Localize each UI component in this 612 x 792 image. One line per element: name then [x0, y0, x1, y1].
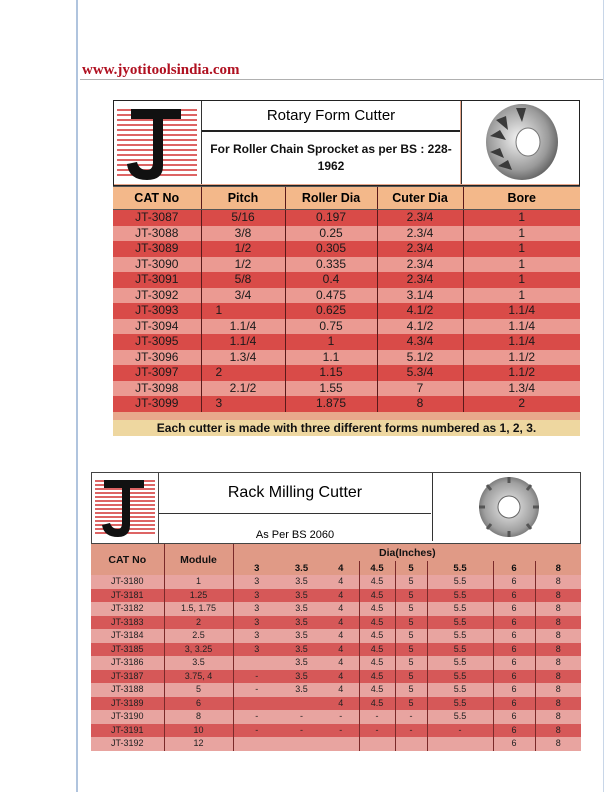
- rack-header-row: [91, 544, 581, 561]
- rotary-cell: 2.3/4: [377, 210, 463, 226]
- rotary-cell: JT-3096: [113, 350, 201, 366]
- rotary-cell: 1: [463, 241, 580, 257]
- rack-cell: 4: [323, 602, 359, 616]
- jt-logo-icon: [113, 100, 202, 184]
- dia-col: 5: [395, 561, 427, 575]
- rotary-cell: 0.335: [285, 257, 377, 273]
- rack-cell: 6: [493, 616, 535, 630]
- rack-cell: 4.5: [359, 616, 395, 630]
- rotary-cell: JT-3089: [113, 241, 201, 257]
- rack-cell: 4: [323, 589, 359, 603]
- rotary-cell: 1.1: [285, 350, 377, 366]
- rotary-cell: 3: [201, 396, 285, 412]
- rack-cell: 3, 3.25: [164, 643, 233, 657]
- rotary-cell: 2.1/2: [201, 381, 285, 397]
- rotary-note: Each cutter is made with three different forms numbered as 1, 2, 3.: [113, 420, 580, 436]
- rotary-cell: 1: [285, 334, 377, 350]
- rack-cell: [233, 697, 280, 711]
- rack-cell: 5.5: [427, 575, 493, 589]
- rack-cell: 5: [395, 616, 427, 630]
- rack-cell: 3.5: [280, 602, 323, 616]
- rack-cell: 4.5: [359, 589, 395, 603]
- rack-cell: JT-3183: [91, 616, 164, 630]
- rack-cell: -: [323, 710, 359, 724]
- rotary-cell: 4.1/2: [377, 303, 463, 319]
- rack-cell: 5: [395, 670, 427, 684]
- rack-row: [91, 670, 581, 684]
- col-roller-dia: Roller Dia: [285, 187, 377, 210]
- rack-cell: JT-3190: [91, 710, 164, 724]
- rotary-row: [113, 334, 580, 350]
- rack-cell: 5.5: [427, 697, 493, 711]
- rotary-cell: JT-3088: [113, 226, 201, 242]
- rotary-cell: 7: [377, 381, 463, 397]
- rack-cell: 5: [395, 575, 427, 589]
- rack-cell: 8: [535, 616, 581, 630]
- rack-cell: 4.5: [359, 629, 395, 643]
- rack-row: [91, 575, 581, 589]
- rack-cell: 6: [493, 602, 535, 616]
- page-left-rule: [76, 0, 78, 792]
- rack-cell: JT-3187: [91, 670, 164, 684]
- rack-cell: 6: [493, 737, 535, 751]
- rack-cell: 6: [493, 697, 535, 711]
- rack-cell: 5: [395, 697, 427, 711]
- rotary-header-row: [113, 187, 580, 210]
- rotary-row: [113, 396, 580, 412]
- rotary-row: [113, 365, 580, 381]
- rotary-cell: 3.1/4: [377, 288, 463, 304]
- rack-cell: -: [233, 670, 280, 684]
- rack-cell: 3.5: [280, 643, 323, 657]
- rack-row: [91, 656, 581, 670]
- rack-cell: 5: [395, 629, 427, 643]
- rack-cell: JT-3180: [91, 575, 164, 589]
- rack-row: [91, 643, 581, 657]
- rack-table: [91, 544, 581, 751]
- rack-cell: -: [359, 710, 395, 724]
- rack-cell: 5.5: [427, 710, 493, 724]
- rack-cell: 8: [164, 710, 233, 724]
- rotary-form-cutter-block: [113, 100, 580, 436]
- rack-cell: 8: [535, 670, 581, 684]
- rack-cell: 5.5: [427, 616, 493, 630]
- rack-cell: 4: [323, 656, 359, 670]
- rack-cell: 6: [493, 629, 535, 643]
- rotary-title: Rotary Form Cutter: [202, 100, 460, 132]
- rack-cell: 6: [493, 643, 535, 657]
- rack-cell: JT-3185: [91, 643, 164, 657]
- rack-cell: -: [395, 724, 427, 738]
- rack-cell: 6: [164, 697, 233, 711]
- rotary-cell: 1: [463, 288, 580, 304]
- rotary-cell: JT-3093: [113, 303, 201, 319]
- rotary-cell: 0.197: [285, 210, 377, 226]
- rotary-cell: JT-3098: [113, 381, 201, 397]
- rack-cell: 6: [493, 656, 535, 670]
- rack-cell: 12: [164, 737, 233, 751]
- rotary-cell: 2.3/4: [377, 257, 463, 273]
- rack-cell: -: [233, 724, 280, 738]
- rotary-row: [113, 288, 580, 304]
- rack-cell: 5: [395, 602, 427, 616]
- rotary-row: [113, 319, 580, 335]
- rack-cell: 6: [493, 670, 535, 684]
- rack-cell: -: [233, 710, 280, 724]
- rotary-row: [113, 350, 580, 366]
- col-dia-inches: Dia(Inches): [233, 544, 581, 561]
- rack-cell: -: [395, 710, 427, 724]
- rotary-cell: 0.75: [285, 319, 377, 335]
- rack-row: [91, 724, 581, 738]
- dia-col: 5.5: [427, 561, 493, 575]
- rack-subtitle: As Per BS 2060: [159, 514, 431, 541]
- rotary-row: [113, 257, 580, 273]
- rotary-cutter-photo-icon: [461, 100, 581, 184]
- rack-row: [91, 697, 581, 711]
- rack-cell: [233, 737, 280, 751]
- rotary-cell: 0.4: [285, 272, 377, 288]
- rotary-cell: JT-3095: [113, 334, 201, 350]
- rack-row: [91, 616, 581, 630]
- rotary-cell: 1: [463, 257, 580, 273]
- rack-cell: 8: [535, 602, 581, 616]
- col-module: Module: [164, 544, 233, 575]
- rotary-cell: 0.475: [285, 288, 377, 304]
- rack-cell: 8: [535, 697, 581, 711]
- rotary-cell: 5/16: [201, 210, 285, 226]
- rack-cell: -: [427, 724, 493, 738]
- col-bore: Bore: [463, 187, 580, 210]
- rotary-cell: 1.3/4: [463, 381, 580, 397]
- page-right-rule: [603, 0, 604, 792]
- rack-cell: JT-3186: [91, 656, 164, 670]
- rack-cell: JT-3191: [91, 724, 164, 738]
- rotary-cell: 1: [463, 210, 580, 226]
- rack-cell: [233, 656, 280, 670]
- rotary-cell: 1.1/4: [201, 334, 285, 350]
- rotary-cell: 2: [201, 365, 285, 381]
- rotary-cell: JT-3091: [113, 272, 201, 288]
- rotary-row: [113, 241, 580, 257]
- rotary-cell: JT-3092: [113, 288, 201, 304]
- rack-cell: 4: [323, 629, 359, 643]
- rotary-cell: 3/8: [201, 226, 285, 242]
- rack-cell: 2: [164, 616, 233, 630]
- rack-cell: 6: [493, 589, 535, 603]
- rotary-cell: 0.305: [285, 241, 377, 257]
- rack-row: [91, 683, 581, 697]
- rotary-cell: 0.25: [285, 226, 377, 242]
- dia-col: 6: [493, 561, 535, 575]
- rotary-cell: JT-3097: [113, 365, 201, 381]
- rack-cell: [280, 697, 323, 711]
- rack-cell: JT-3184: [91, 629, 164, 643]
- rack-cell: 6: [493, 575, 535, 589]
- rack-cell: [395, 737, 427, 751]
- rack-cell: 8: [535, 710, 581, 724]
- rack-row: [91, 589, 581, 603]
- rack-row: [91, 710, 581, 724]
- rack-row: [91, 737, 581, 751]
- rack-cell: 3.5: [280, 575, 323, 589]
- rack-cell: 5: [164, 683, 233, 697]
- rotary-cell: 1.3/4: [201, 350, 285, 366]
- rack-cell: [323, 737, 359, 751]
- rotary-cell: 1/2: [201, 257, 285, 273]
- rack-cell: 8: [535, 589, 581, 603]
- rack-cell: 3: [233, 616, 280, 630]
- jt-logo-small-icon: [92, 473, 158, 541]
- rotary-cell: JT-3099: [113, 396, 201, 412]
- rack-title: Rack Milling Cutter: [159, 473, 431, 514]
- rack-cell: 1.25: [164, 589, 233, 603]
- rotary-cell: 5/8: [201, 272, 285, 288]
- rack-cell: 3.5: [280, 629, 323, 643]
- rack-cell: 3.5: [280, 589, 323, 603]
- dia-col: 4.5: [359, 561, 395, 575]
- rotary-cell: 2.3/4: [377, 226, 463, 242]
- rotary-cell: 1.1/4: [201, 319, 285, 335]
- rack-cell: 2.5: [164, 629, 233, 643]
- rack-row: [91, 602, 581, 616]
- rack-cell: 3.5: [280, 616, 323, 630]
- col-pitch: Pitch: [201, 187, 285, 210]
- rotary-cell: 1/2: [201, 241, 285, 257]
- rack-cell: 5: [395, 656, 427, 670]
- rotary-cell: 3/4: [201, 288, 285, 304]
- rack-cell: 6: [493, 724, 535, 738]
- col-cat-no: CAT No: [113, 187, 201, 210]
- dia-col: 8: [535, 561, 581, 575]
- rotary-cell: 1.15: [285, 365, 377, 381]
- rack-cell: -: [280, 724, 323, 738]
- rack-cell: 3: [233, 629, 280, 643]
- col-cat-no: CAT No: [91, 544, 164, 575]
- rack-cell: -: [280, 710, 323, 724]
- rack-cutter-photo-icon: [432, 473, 581, 541]
- dia-col: 3.5: [280, 561, 323, 575]
- rotary-cell: JT-3090: [113, 257, 201, 273]
- rack-cell: 4.5: [359, 656, 395, 670]
- rack-cell: 5: [395, 643, 427, 657]
- rotary-cell: 1.1/4: [463, 334, 580, 350]
- rack-cell: 4: [323, 670, 359, 684]
- rack-cell: 8: [535, 683, 581, 697]
- rack-cell: 8: [535, 575, 581, 589]
- rack-cell: [359, 737, 395, 751]
- col-cuter-dia: Cuter Dia: [377, 187, 463, 210]
- rotary-row: [113, 272, 580, 288]
- rack-cell: 4.5: [359, 670, 395, 684]
- rack-cell: [427, 737, 493, 751]
- rack-cell: 6: [493, 683, 535, 697]
- rotary-cell: 8: [377, 396, 463, 412]
- rack-cell: 5.5: [427, 670, 493, 684]
- rotary-cell: 4.3/4: [377, 334, 463, 350]
- rack-cell: 8: [535, 643, 581, 657]
- rack-cell: 3: [233, 602, 280, 616]
- rack-cell: JT-3182: [91, 602, 164, 616]
- rack-cell: 5.5: [427, 643, 493, 657]
- rack-cell: 3.75, 4: [164, 670, 233, 684]
- rack-cell: JT-3181: [91, 589, 164, 603]
- rotary-cell: 1: [463, 226, 580, 242]
- rack-cell: 10: [164, 724, 233, 738]
- rotary-cell: 4.1/2: [377, 319, 463, 335]
- url-divider: [80, 79, 603, 80]
- rack-cell: [280, 737, 323, 751]
- rack-cell: 8: [535, 656, 581, 670]
- rack-cell: 3: [233, 589, 280, 603]
- rack-cell: 5.5: [427, 656, 493, 670]
- rotary-cell: JT-3087: [113, 210, 201, 226]
- rack-cell: 3: [233, 643, 280, 657]
- rotary-cell: 1.1/2: [463, 350, 580, 366]
- rotary-cell: 5.1/2: [377, 350, 463, 366]
- rack-cell: 4.5: [359, 643, 395, 657]
- rotary-cell: 1.1/4: [463, 303, 580, 319]
- rack-cell: 8: [535, 737, 581, 751]
- rotary-cell: 1.55: [285, 381, 377, 397]
- rack-cell: 4: [323, 643, 359, 657]
- rotary-cell: 2: [463, 396, 580, 412]
- rotary-cell: 1.875: [285, 396, 377, 412]
- rotary-row: [113, 303, 580, 319]
- rotary-table: [113, 186, 580, 412]
- rack-row: [91, 629, 581, 643]
- rack-cell: JT-3188: [91, 683, 164, 697]
- rotary-row: [113, 226, 580, 242]
- rack-cell: 4: [323, 575, 359, 589]
- rack-cell: 4: [323, 683, 359, 697]
- rack-cell: 3.5: [280, 670, 323, 684]
- rack-cell: 4.5: [359, 575, 395, 589]
- rack-milling-cutter-block: [91, 472, 581, 757]
- rack-cell: 6: [493, 710, 535, 724]
- rotary-cell: 2.3/4: [377, 241, 463, 257]
- rack-cell: 5.5: [427, 602, 493, 616]
- rack-cell: 1.5, 1.75: [164, 602, 233, 616]
- rack-cell: JT-3192: [91, 737, 164, 751]
- rotary-cell: JT-3094: [113, 319, 201, 335]
- rack-cell: 5: [395, 683, 427, 697]
- rotary-cell: 2.3/4: [377, 272, 463, 288]
- rack-cell: 8: [535, 724, 581, 738]
- rack-cell: 4.5: [359, 697, 395, 711]
- rack-cell: 1: [164, 575, 233, 589]
- rack-cell: 5.5: [427, 589, 493, 603]
- rack-cell: 8: [535, 629, 581, 643]
- rack-cell: 5: [395, 589, 427, 603]
- rotary-cell: 1: [463, 272, 580, 288]
- rotary-cell: 0.625: [285, 303, 377, 319]
- dia-col: 3: [233, 561, 280, 575]
- rack-cell: 3: [233, 575, 280, 589]
- rack-cell: -: [323, 724, 359, 738]
- rotary-row: [113, 381, 580, 397]
- rotary-cell: 1: [201, 303, 285, 319]
- rack-cell: 5.5: [427, 629, 493, 643]
- rack-cell: 4: [323, 697, 359, 711]
- rack-cell: -: [359, 724, 395, 738]
- rack-cell: 4.5: [359, 683, 395, 697]
- rotary-cell: 5.3/4: [377, 365, 463, 381]
- rack-cell: 4.5: [359, 602, 395, 616]
- rotary-row: [113, 210, 580, 226]
- rack-cell: 3.5: [280, 656, 323, 670]
- rotary-subtitle: For Roller Chain Sprocket as per BS : 228-1962: [202, 132, 460, 184]
- site-url[interactable]: www.jyotitoolsindia.com: [82, 62, 240, 78]
- dia-col: 4: [323, 561, 359, 575]
- rack-cell: -: [233, 683, 280, 697]
- rack-cell: 3.5: [280, 683, 323, 697]
- rack-cell: 5.5: [427, 683, 493, 697]
- rack-cell: JT-3189: [91, 697, 164, 711]
- rack-cell: 3.5: [164, 656, 233, 670]
- rack-cell: 4: [323, 616, 359, 630]
- rotary-cell: 1.1/2: [463, 365, 580, 381]
- rotary-cell: 1.1/4: [463, 319, 580, 335]
